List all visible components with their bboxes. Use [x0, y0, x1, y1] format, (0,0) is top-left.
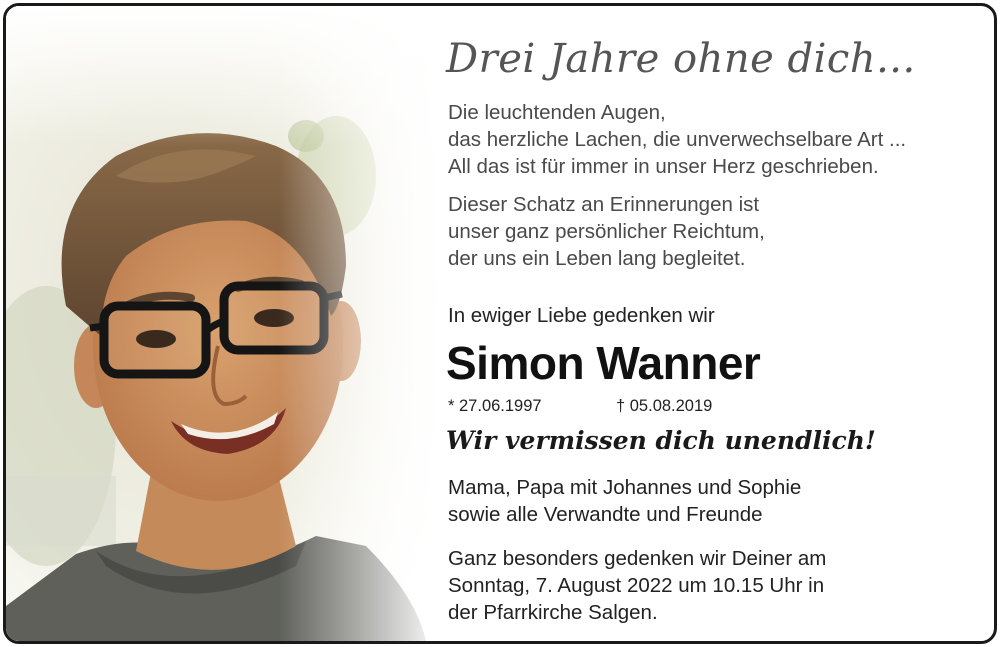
family-line: sowie alle Verwandte und Freunde — [448, 503, 763, 526]
miss-line: Wir vermissen dich unendlich! — [446, 426, 876, 455]
deceased-name: Simon Wanner — [446, 337, 761, 389]
service-line: Sonntag, 7. August 2022 um 10.15 Uhr in — [448, 574, 825, 597]
verse-2-line: der uns ein Leben lang begleitet. — [448, 247, 746, 270]
portrait-photo — [6, 6, 446, 641]
verse-1-line: All das ist für immer in unser Herz geschrieben. — [448, 155, 879, 178]
birth-date: * 27.06.1997 — [448, 397, 542, 415]
life-dates — [448, 397, 712, 416]
intro-line: In ewiger Liebe gedenken wir — [448, 304, 715, 327]
service-line: der Pfarrkirche Salgen. — [448, 601, 658, 624]
verse-1-line: das herzliche Lachen, die unverwechselbare Art ... — [448, 128, 907, 151]
verse-1-line: Die leuchtenden Augen, — [448, 101, 666, 124]
verse-2-line: Dieser Schatz an Erinnerungen ist — [448, 193, 760, 216]
headline: Drei Jahre ohne dich... — [446, 36, 916, 82]
obituary-card — [3, 3, 997, 644]
verse-2 — [448, 191, 765, 272]
service-line: Ganz besonders gedenken wir Deiner am — [448, 547, 827, 570]
verse-2-line: unser ganz persönlicher Reichtum, — [448, 220, 765, 243]
verse-1 — [448, 99, 906, 180]
memorial-service — [448, 545, 826, 626]
death-date: † 05.08.2019 — [616, 397, 713, 415]
family-line: Mama, Papa mit Johannes und Sophie — [448, 476, 802, 499]
text-column — [446, 6, 986, 641]
family-signature — [448, 474, 801, 528]
